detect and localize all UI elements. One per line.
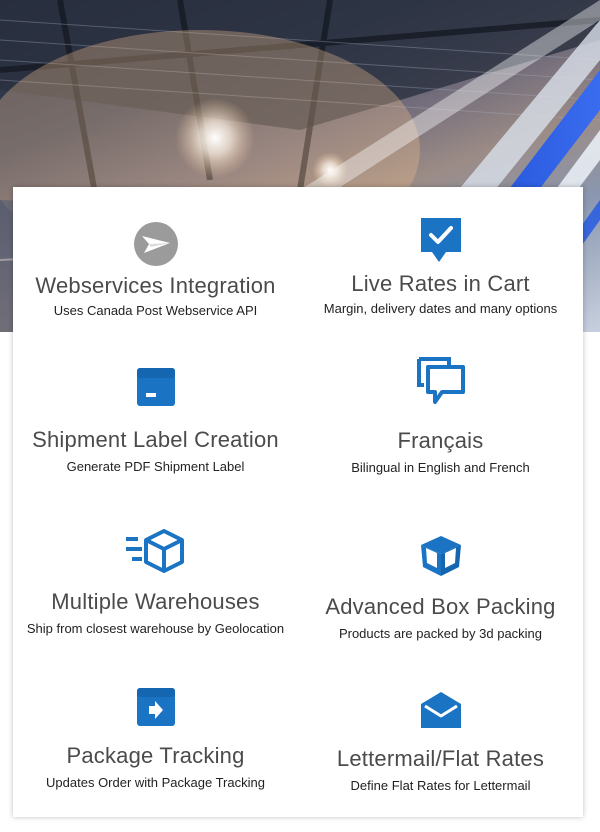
- open-box-icon: [417, 534, 465, 578]
- feature-description: Define Flat Rates for Lettermail: [350, 778, 531, 793]
- arrow-box-icon: [136, 687, 176, 727]
- feature-francais: [298, 356, 583, 475]
- feature-webservices-integration: [13, 221, 298, 318]
- feature-title: Live Rates in Cart: [351, 271, 530, 296]
- feature-lettermail-flat-rates: [298, 690, 583, 793]
- feature-title: Advanced Box Packing: [325, 594, 556, 619]
- feature-title: Multiple Warehouses: [51, 589, 260, 614]
- feature-description: Generate PDF Shipment Label: [66, 459, 245, 474]
- feature-shipment-label: [13, 367, 298, 474]
- feature-description: Margin, delivery dates and many options: [323, 301, 558, 316]
- envelope-icon: [419, 690, 463, 730]
- fast-box-icon: [124, 529, 188, 573]
- chat-bubbles-icon: [416, 356, 466, 406]
- feature-live-rates: [298, 216, 583, 316]
- feature-title: Package Tracking: [66, 743, 245, 768]
- feature-description: Updates Order with Package Tracking: [46, 775, 265, 790]
- feature-title: Webservices Integration: [35, 273, 276, 298]
- feature-description: Uses Canada Post Webservice API: [53, 303, 258, 318]
- feature-title: Shipment Label Creation: [32, 427, 279, 452]
- feature-description: Products are packed by 3d packing: [338, 626, 543, 641]
- feature-advanced-box-packing: [298, 534, 583, 641]
- features-card: [13, 187, 583, 817]
- feature-package-tracking: [13, 687, 298, 790]
- label-box-icon: [136, 367, 176, 407]
- paper-plane-icon: [133, 221, 179, 267]
- feature-description: Ship from closest warehouse by Geolocation: [26, 621, 285, 636]
- feature-multiple-warehouses: [13, 529, 298, 636]
- feature-description: Bilingual in English and French: [351, 460, 530, 475]
- chat-check-icon: [419, 216, 463, 266]
- feature-title: Lettermail/Flat Rates: [336, 746, 545, 771]
- feature-title: Français: [397, 428, 484, 453]
